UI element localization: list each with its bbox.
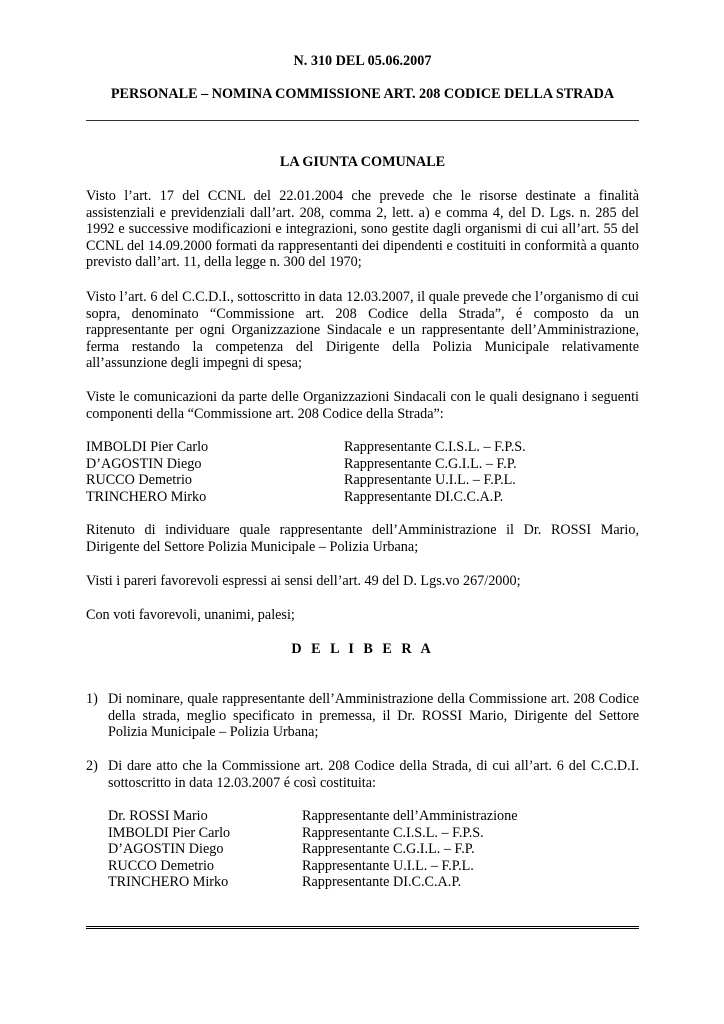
commission-name: Dr. ROSSI Mario (108, 808, 208, 824)
member-name: RUCCO Demetrio (86, 472, 193, 489)
commission-row (108, 841, 639, 858)
resolution-item-1 (86, 691, 639, 741)
paragraph-visto-ccnl: Visto l’art. 17 del CCNL del 22.01.2004 che prevede che le risorse destinate a finalità assistenziali e previdenziali dall’art. 208, comma 2, lett. a) e comma 4, del D. Lgs. n. 285 del 1992 e successive modificazioni e integrazioni, sono gestite dagli organismi di cui all’art. 55 del CCNL del 14.09.2000 formati da rappresentanti dei dipendenti e costituiti in conformità a quanto previsto dall’art. 11, della legge n. 300 del 1970; (86, 188, 639, 271)
commission-list (108, 808, 639, 891)
commission-role: Rappresentante DI.C.C.A.P. (302, 874, 462, 891)
commission-name: IMBOLDI Pier Carlo (108, 824, 231, 841)
member-role: Rappresentante U.I.L. – F.P.L. (344, 472, 516, 489)
members-list (86, 439, 639, 505)
commission-role: Rappresentante C.I.S.L. – F.P.S. (302, 824, 484, 841)
member-role: Rappresentante DI.C.C.A.P. (344, 488, 504, 505)
commission-role: Rappresentante C.G.I.L. – F.P. (302, 841, 475, 858)
document-title: PERSONALE – NOMINA COMMISSIONE ART. 208 CODICE DELLA STRADA (110, 86, 615, 102)
commission-row (108, 858, 639, 875)
paragraph-visto-ccdi: Visto l’art. 6 del C.C.D.I., sottoscritto in data 12.03.2007, il quale prevede che l’organismo di cui sopra, denominato “Commissione art. 208 Codice della Strada”, é composto da un rappresentante per ogni Organizzazione Sindacale e un rappresentante dell’Amministrazione, ferma restando la competenza del Dirigente della Polizia Municipale relativamente all’assunzione degli impegni di spesa; (86, 289, 639, 372)
member-role: Rappresentante C.G.I.L. – F.P. (344, 455, 517, 472)
paragraph-voti: Con voti favorevoli, unanimi, palesi; (86, 607, 295, 623)
item-number: 2) (86, 758, 98, 774)
body-heading: LA GIUNTA COMUNALE (279, 154, 446, 170)
commission-role: Rappresentante U.I.L. – F.P.L. (302, 857, 474, 874)
commission-role: Rappresentante dell’Amministrazione (302, 808, 518, 824)
member-role: Rappresentante C.I.S.L. – F.P.S. (344, 439, 526, 455)
paragraph-pareri: Visti i pareri favorevoli espressi ai sensi dell’art. 49 del D. Lgs.vo 267/2000; (86, 573, 521, 589)
paragraph-comunicazioni: Viste le comunicazioni da parte delle Organizzazioni Sindacali con le quali designano i seguenti componenti della “Commissione art. 208 Codice della Strada”: (86, 389, 639, 422)
member-row (86, 472, 639, 489)
commission-row (108, 874, 639, 891)
header-divider (86, 120, 639, 121)
commission-name: D’AGOSTIN Diego (108, 841, 224, 858)
document-number: N. 310 DEL 05.06.2007 (293, 53, 432, 69)
member-row (86, 489, 639, 506)
member-row (86, 456, 639, 473)
member-name: TRINCHERO Mirko (86, 488, 207, 505)
item-text: Di nominare, quale rappresentante dell’Amministrazione della Commissione art. 208 Codice della strada, meglio specificato in premessa, il Dr. ROSSI Mario, Dirigente del Settore Polizia Municipale – Polizia Urbana; (108, 691, 639, 741)
item-text: Di dare atto che la Commissione art. 208 Codice della Strada, di cui all’art. 6 del C.C.D.I. sottoscritto in data 12.03.2007 é così costituita: (108, 758, 639, 791)
commission-name: TRINCHERO Mirko (108, 874, 229, 891)
item-number: 1) (86, 691, 98, 707)
commission-row (108, 808, 639, 825)
delibera-heading: D E L I B E R A (291, 641, 434, 657)
commission-row (108, 825, 639, 842)
resolution-item-2 (86, 758, 639, 791)
paragraph-ritenuto: Ritenuto di individuare quale rappresentante dell’Amministrazione il Dr. ROSSI Mario, Dirigente del Settore Polizia Municipale – Polizia Urbana; (86, 522, 639, 555)
commission-name: RUCCO Demetrio (108, 857, 215, 874)
footer-divider (86, 926, 639, 929)
member-row (86, 439, 639, 456)
member-name: IMBOLDI Pier Carlo (86, 439, 209, 455)
member-name: D’AGOSTIN Diego (86, 455, 202, 472)
